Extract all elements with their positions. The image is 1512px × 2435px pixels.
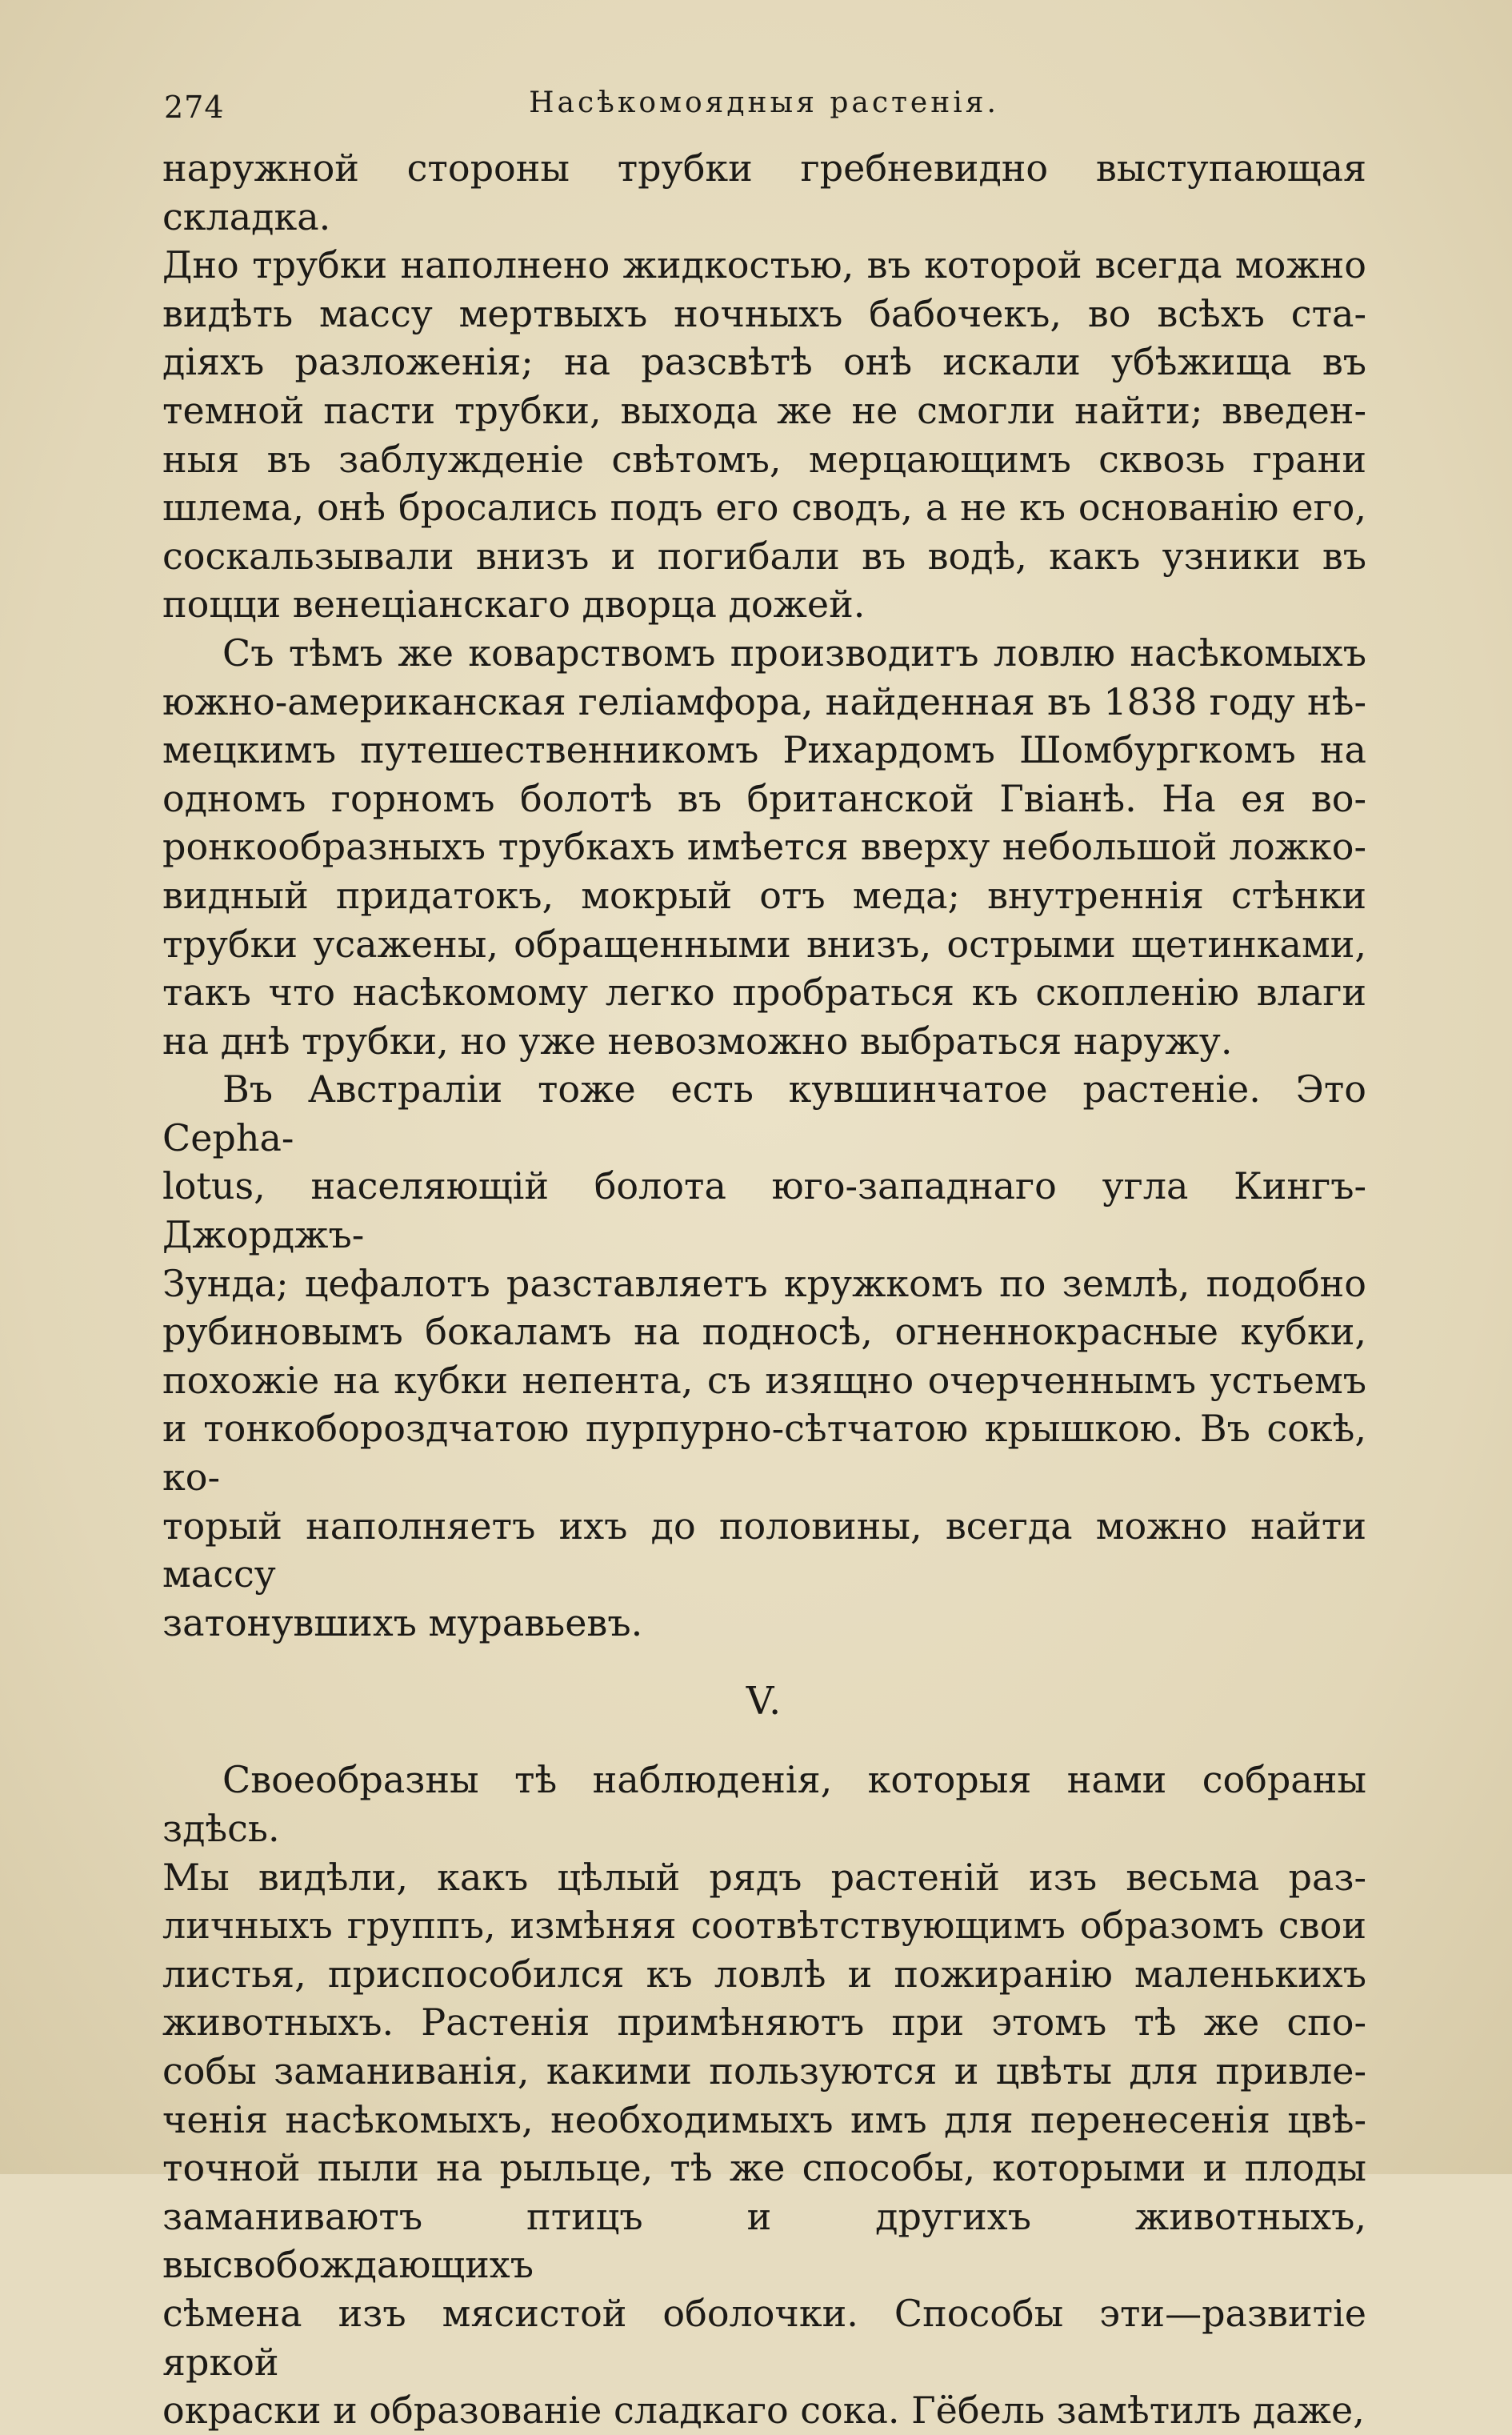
text-line: Мы видѣли, какъ цѣлый рядъ растеній изъ весьма раз- xyxy=(162,1855,1366,1899)
text-line: шлема, онѣ бросались подъ его сводъ, а не къ основанію его, xyxy=(162,486,1366,530)
page-number: 274 xyxy=(164,90,225,125)
text-line: поцци венеціанскаго дворца дожей. xyxy=(162,583,866,627)
text-line: личныхъ группъ, измѣняя соотвѣтствующимъ образомъ свои xyxy=(162,1904,1366,1948)
text-line: ныя въ заблужденіе свѣтомъ, мерцающимъ сквозь грани xyxy=(162,437,1366,481)
text-line: торый наполняетъ ихъ до половины, всегда можно найти массу xyxy=(162,1504,1366,1596)
text-line: соскальзывали внизъ и погибали въ водѣ, какъ узники въ xyxy=(162,534,1366,578)
text-line: рубиновымъ бокаламъ на подносѣ, огненнокрасные кубки, xyxy=(162,1310,1366,1354)
text-line: одномъ горномъ болотѣ въ британской Гвіанѣ. На ея во- xyxy=(162,776,1366,820)
text-line: наружной стороны трубки гребневидно выступающая складка. xyxy=(162,146,1366,238)
text-line: ронкообразныхъ трубкахъ имѣется вверху небольшой ложко- xyxy=(162,825,1366,869)
page-header xyxy=(164,80,1364,128)
text-line: ченія насѣкомыхъ, необходимыхъ имъ для перенесенія цвѣ- xyxy=(162,2097,1366,2141)
text-line: южно-американская геліамфора, найденная въ 1838 году нѣ- xyxy=(162,679,1366,723)
text-line: lotus, населяющій болота юго-западнаго угла Кингъ-Джорджъ- xyxy=(162,1164,1366,1257)
text-line: темной пасти трубки, выхода же не смогли найти; введен- xyxy=(162,388,1366,432)
text-line: на днѣ трубки, но уже невозможно выбраться наружу. xyxy=(162,1019,1233,1063)
text-line: Дно трубки наполнено жидкостью, въ которой всегда можно xyxy=(162,243,1366,287)
running-title: Насѣкомоядныя растенія. xyxy=(529,86,999,119)
text-before-section xyxy=(162,144,1366,1647)
text-line: сѣмена изъ мясистой оболочки. Способы эти—развитіе яркой xyxy=(162,2291,1366,2384)
text-line: животныхъ. Растенія примѣняютъ при этомъ тѣ же спо- xyxy=(162,2000,1366,2045)
text-line: собы заманиванія, какими пользуются и цвѣты для привле- xyxy=(162,2049,1366,2093)
text-line: видѣть массу мертвыхъ ночныхъ бабочекъ, во всѣхъ ста- xyxy=(162,291,1366,335)
text-line: Съ тѣмъ же коварствомъ производитъ ловлю насѣкомыхъ xyxy=(222,631,1366,675)
text-line: Зунда; цефалотъ разставляетъ кружкомъ по землѣ, подобно xyxy=(162,1261,1366,1305)
text-after-section xyxy=(162,1756,1366,2434)
text-line: діяхъ разложенія; на разсвѣтѣ онѣ искали убѣжища въ xyxy=(162,340,1366,384)
text-line: Своеобразны тѣ наблюденія, которыя нами собраны здѣсь. xyxy=(162,1758,1366,1850)
text-line: окраски и образованіе сладкаго сока. Гёбель замѣтилъ даже, xyxy=(162,2389,1365,2433)
text-line: такъ что насѣкомому легко пробраться къ скопленію влаги xyxy=(162,971,1366,1015)
page-body xyxy=(162,144,1366,2435)
text-line: затонувшихъ муравьевъ. xyxy=(162,1600,643,1644)
section-heading: V. xyxy=(746,1679,783,1724)
text-line: трубки усажены, обращенными внизъ, острыми щетинками, xyxy=(162,922,1366,966)
text-line: мецкимъ путешественникомъ Рихардомъ Шомбургкомъ на xyxy=(162,728,1366,772)
text-line: листья, приспособился къ ловлѣ и пожиранію маленькихъ xyxy=(162,1952,1366,1996)
text-line: и тонкобороздчатою пурпурно-сѣтчатою крышкою. Въ сокѣ, ко- xyxy=(162,1407,1366,1500)
text-line: видный придатокъ, мокрый отъ меда; внутреннія стѣнки xyxy=(162,873,1366,917)
text-line: похожіе на кубки непента, съ изящно очерченнымъ устьемъ xyxy=(162,1358,1366,1402)
text-line: заманиваютъ птицъ и другихъ животныхъ, высвобождающихъ xyxy=(162,2194,1366,2287)
text-line: точной пыли на рыльце, тѣ же способы, которыми и плоды xyxy=(162,2146,1366,2190)
text-line: Въ Австраліи тоже есть кувшинчатое растеніе. Это Cepha- xyxy=(162,1067,1366,1159)
